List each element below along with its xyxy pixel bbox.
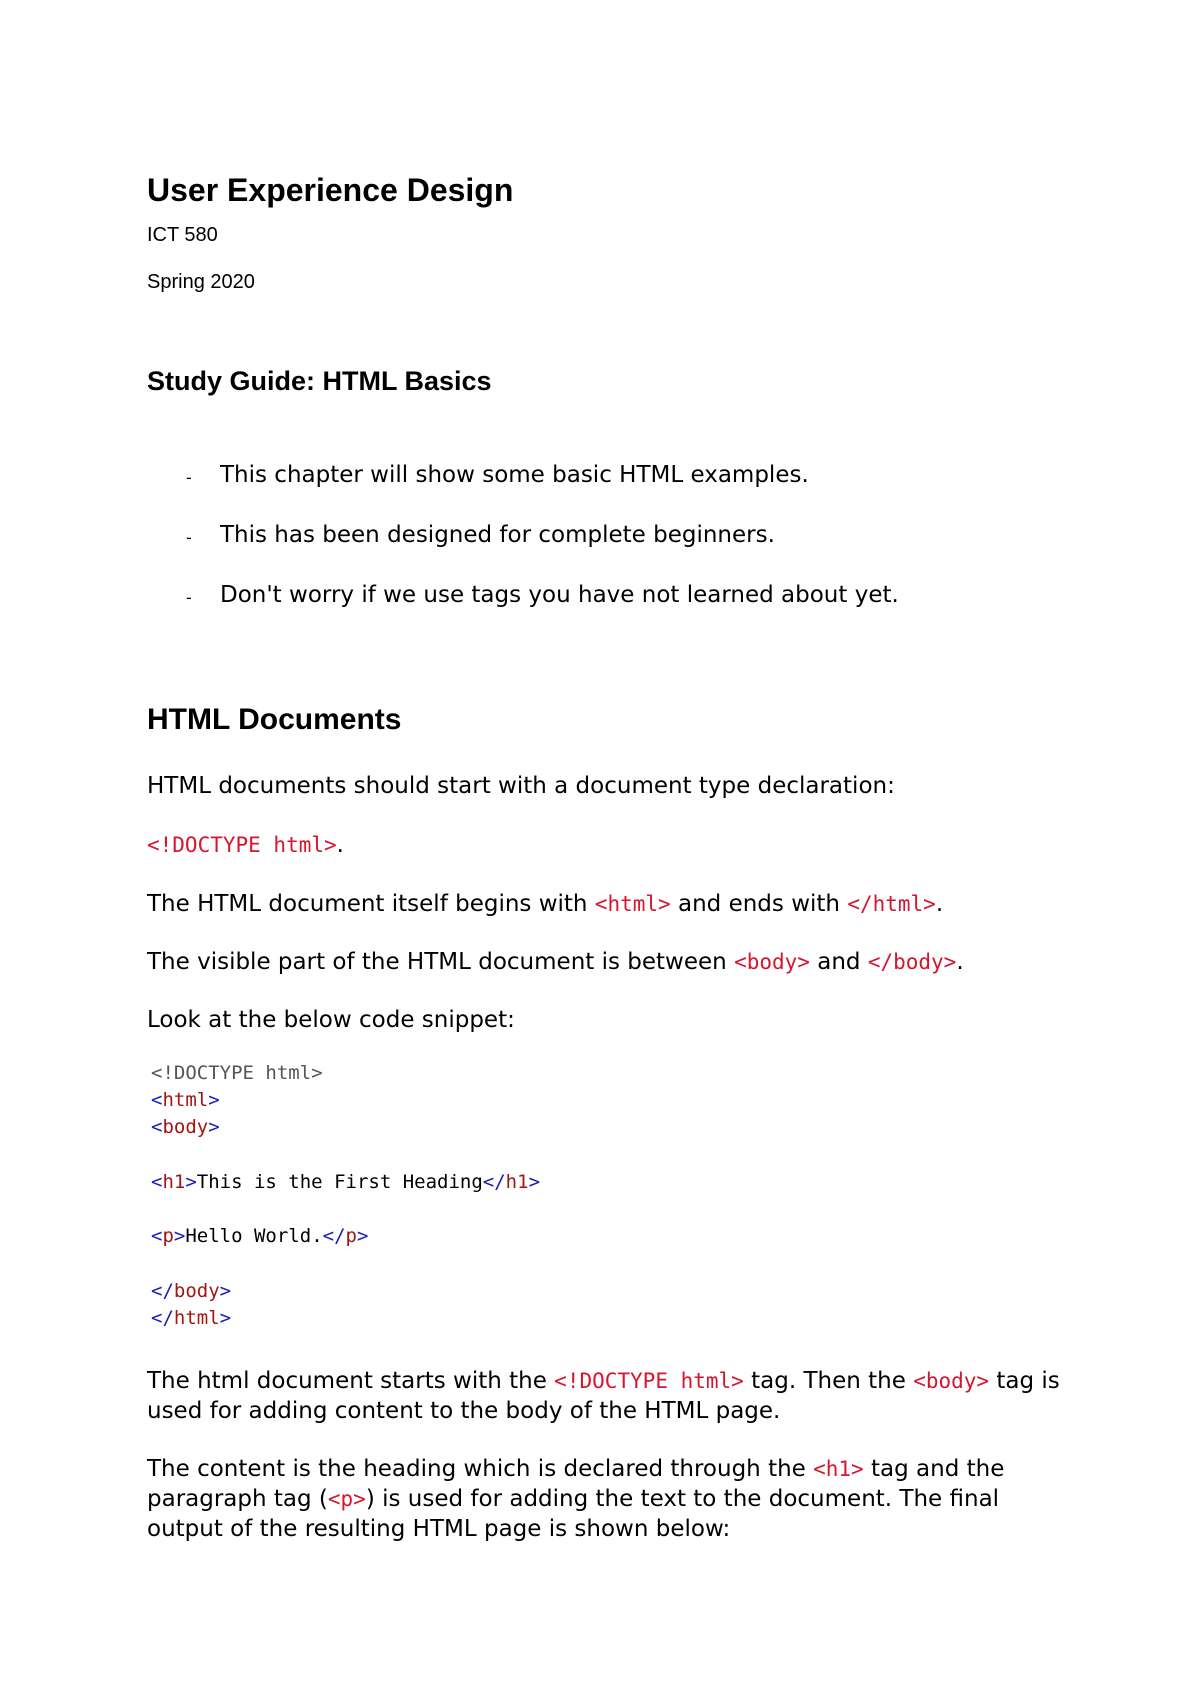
html-documents-heading: HTML Documents (147, 703, 402, 736)
look-paragraph: Look at the below code snippet: (147, 1007, 515, 1033)
course-code: ICT 580 (147, 224, 218, 246)
inline-code: <html> (594, 892, 671, 916)
list-item (186, 522, 899, 582)
inline-code: <body> (734, 950, 810, 974)
code-line: <body> (151, 1116, 220, 1139)
begins-paragraph (147, 889, 943, 919)
inline-code: <body> (913, 1369, 990, 1393)
code-line: </html> (151, 1306, 232, 1329)
paragraph-text: The visible part of the HTML document is between (147, 949, 735, 975)
paragraph-text: and ends with (670, 891, 848, 917)
code-line-blank (151, 1196, 540, 1223)
bullet-marker: - (186, 468, 192, 487)
code-line: <p>Hello World.</p> (151, 1225, 369, 1248)
doctype-paragraph (147, 830, 344, 860)
bullet-marker: - (186, 588, 192, 607)
term: Spring 2020 (147, 271, 255, 293)
paragraph-text: ) is used for adding the text to the document. The final output of the resulting HTML page is shown below: (147, 1486, 1000, 1542)
code-line: <h1>This is the First Heading</h1> (151, 1170, 541, 1193)
code-line: <html> (151, 1089, 220, 1112)
code-line: <!DOCTYPE html> (151, 1062, 323, 1084)
explanation-paragraph-1 (147, 1366, 1067, 1426)
code-line: </body> (151, 1279, 232, 1302)
paragraph-text: . (336, 832, 344, 858)
paragraph-text: The content is the heading which is declared through the (147, 1456, 814, 1482)
list-item-text: Don't worry if we use tags you have not learned about yet. (220, 582, 899, 608)
paragraph-text: The HTML document itself begins with (147, 891, 595, 917)
paragraph-text: tag. Then the (743, 1368, 914, 1394)
list-item-text: This chapter will show some basic HTML examples. (220, 462, 809, 488)
code-line-blank (151, 1142, 540, 1169)
code-line-blank (151, 1250, 540, 1277)
inline-code: <h1> (813, 1457, 864, 1481)
explanation-paragraph-2 (147, 1454, 1067, 1544)
paragraph-text: The html document starts with the (147, 1368, 555, 1394)
bullet-list (186, 462, 899, 642)
code-snippet (151, 1060, 540, 1332)
study-guide-heading: Study Guide: HTML Basics (147, 366, 492, 396)
intro-paragraph: HTML documents should start with a document type declaration: (147, 773, 895, 799)
inline-code: </html> (847, 892, 936, 916)
paragraph-text: . (935, 891, 944, 917)
paragraph-text: tag and the paragraph tag ( (147, 1456, 1005, 1512)
paragraph-text: tag is used for adding content to the body of the HTML page. (147, 1368, 1060, 1424)
visible-part-paragraph (147, 947, 964, 977)
inline-code: </body> (867, 950, 957, 974)
document-title: User Experience Design (147, 172, 514, 208)
inline-code: <!DOCTYPE html> (147, 833, 337, 857)
inline-code: <!DOCTYPE html> (554, 1369, 744, 1393)
bullet-marker: - (186, 528, 192, 547)
list-item (186, 462, 899, 522)
list-item (186, 582, 899, 642)
paragraph-text: and (809, 949, 868, 975)
inline-code: <p> (327, 1487, 366, 1511)
paragraph-text: . (956, 949, 964, 975)
list-item-text: This has been designed for complete beginners. (220, 522, 775, 548)
